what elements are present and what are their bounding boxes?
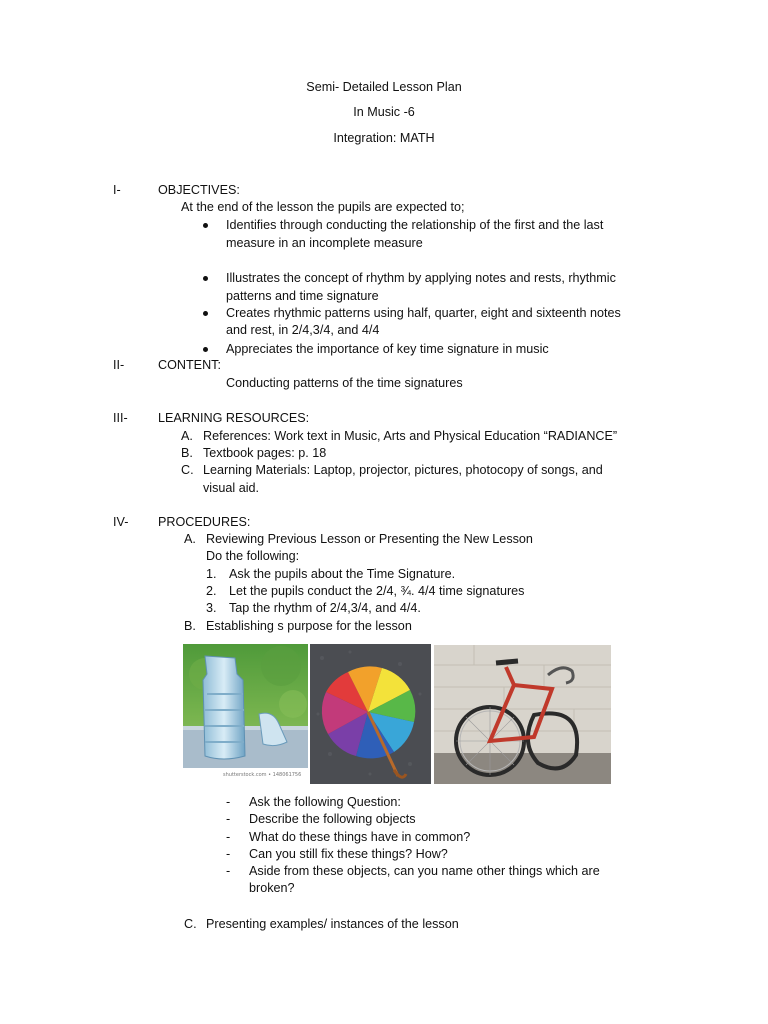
document-title: Semi- Detailed Lesson Plan [306, 80, 462, 94]
procedure-step: Let the pupils conduct the 2/4, ¾. 4/4 time signatures [229, 584, 525, 598]
procedure-a-intro: Do the following: [206, 549, 300, 563]
broken-bottle-image [183, 644, 308, 778]
document-integration: Integration: MATH [333, 131, 435, 145]
section-numeral-content: II- [113, 358, 125, 372]
procedure-b-title: Establishing s purpose for the lesson [206, 619, 412, 633]
content-text: Conducting patterns of the time signatures [226, 376, 463, 390]
dash-marker: - [226, 830, 231, 844]
resource-line: References: Work text in Music, Arts and Physical Education “RADIANCE” [203, 429, 618, 443]
list-marker: C. [184, 917, 197, 931]
objective-line: Illustrates the concept of rhythm by applying notes and rests, rhythmic [226, 271, 616, 285]
list-marker: C. [181, 463, 194, 477]
objective-line: measure in an incomplete measure [226, 236, 423, 250]
objective-line: Identifies through conducting the relationship of the first and the last [226, 218, 604, 232]
list-marker: A. [181, 429, 193, 443]
section-heading-content: CONTENT: [158, 358, 221, 372]
dash-marker: - [226, 847, 231, 861]
question-line: Can you still fix these things? How? [249, 847, 448, 861]
broken-bicycle-image [434, 645, 611, 784]
procedure-a-title: Reviewing Previous Lesson or Presenting the New Lesson [206, 532, 533, 546]
list-marker: B. [184, 619, 196, 633]
list-marker: 3. [206, 601, 217, 615]
image-caption: shutterstock.com • 148061756 [223, 772, 302, 778]
dash-marker: - [226, 812, 231, 826]
objective-line: patterns and time signature [226, 289, 379, 303]
broken-umbrella-image [310, 644, 431, 784]
section-heading-resources: LEARNING RESOURCES: [158, 411, 310, 425]
list-marker: B. [181, 446, 193, 460]
bullet [203, 311, 208, 316]
list-marker: 2. [206, 584, 217, 598]
objective-line: Creates rhythmic patterns using half, quarter, eight and sixteenth notes [226, 306, 621, 320]
bullet [203, 347, 208, 352]
dash-marker: - [226, 795, 231, 809]
dash-marker: - [226, 864, 231, 878]
question-line: Describe the following objects [249, 812, 416, 826]
section-numeral-resources: III- [113, 411, 128, 425]
objective-line: Appreciates the importance of key time signature in music [226, 342, 549, 356]
procedure-c-title: Presenting examples/ instances of the lesson [206, 917, 459, 931]
section-heading-objectives: OBJECTIVES: [158, 183, 240, 197]
question-line: Ask the following Question: [249, 795, 401, 809]
objective-line: and rest, in 2/4,3/4, and 4/4 [226, 323, 380, 337]
bullet [203, 276, 208, 281]
question-line: Aside from these objects, can you name other things which are [249, 864, 600, 878]
resource-line: Learning Materials: Laptop, projector, pictures, photocopy of songs, and [203, 463, 603, 477]
section-numeral-procedures: IV- [113, 515, 129, 529]
objectives-intro: At the end of the lesson the pupils are expected to; [181, 200, 465, 214]
section-numeral-objectives: I- [113, 183, 121, 197]
list-marker: A. [184, 532, 196, 546]
resource-line: visual aid. [203, 481, 260, 495]
bullet [203, 223, 208, 228]
document-subject: In Music -6 [353, 105, 415, 119]
section-heading-procedures: PROCEDURES: [158, 515, 251, 529]
list-marker: 1. [206, 567, 217, 581]
question-line: What do these things have in common? [249, 830, 471, 844]
procedure-step: Tap the rhythm of 2/4,3/4, and 4/4. [229, 601, 421, 615]
question-line: broken? [249, 881, 295, 895]
resource-line: Textbook pages: p. 18 [203, 446, 327, 460]
procedure-step: Ask the pupils about the Time Signature. [229, 567, 456, 581]
